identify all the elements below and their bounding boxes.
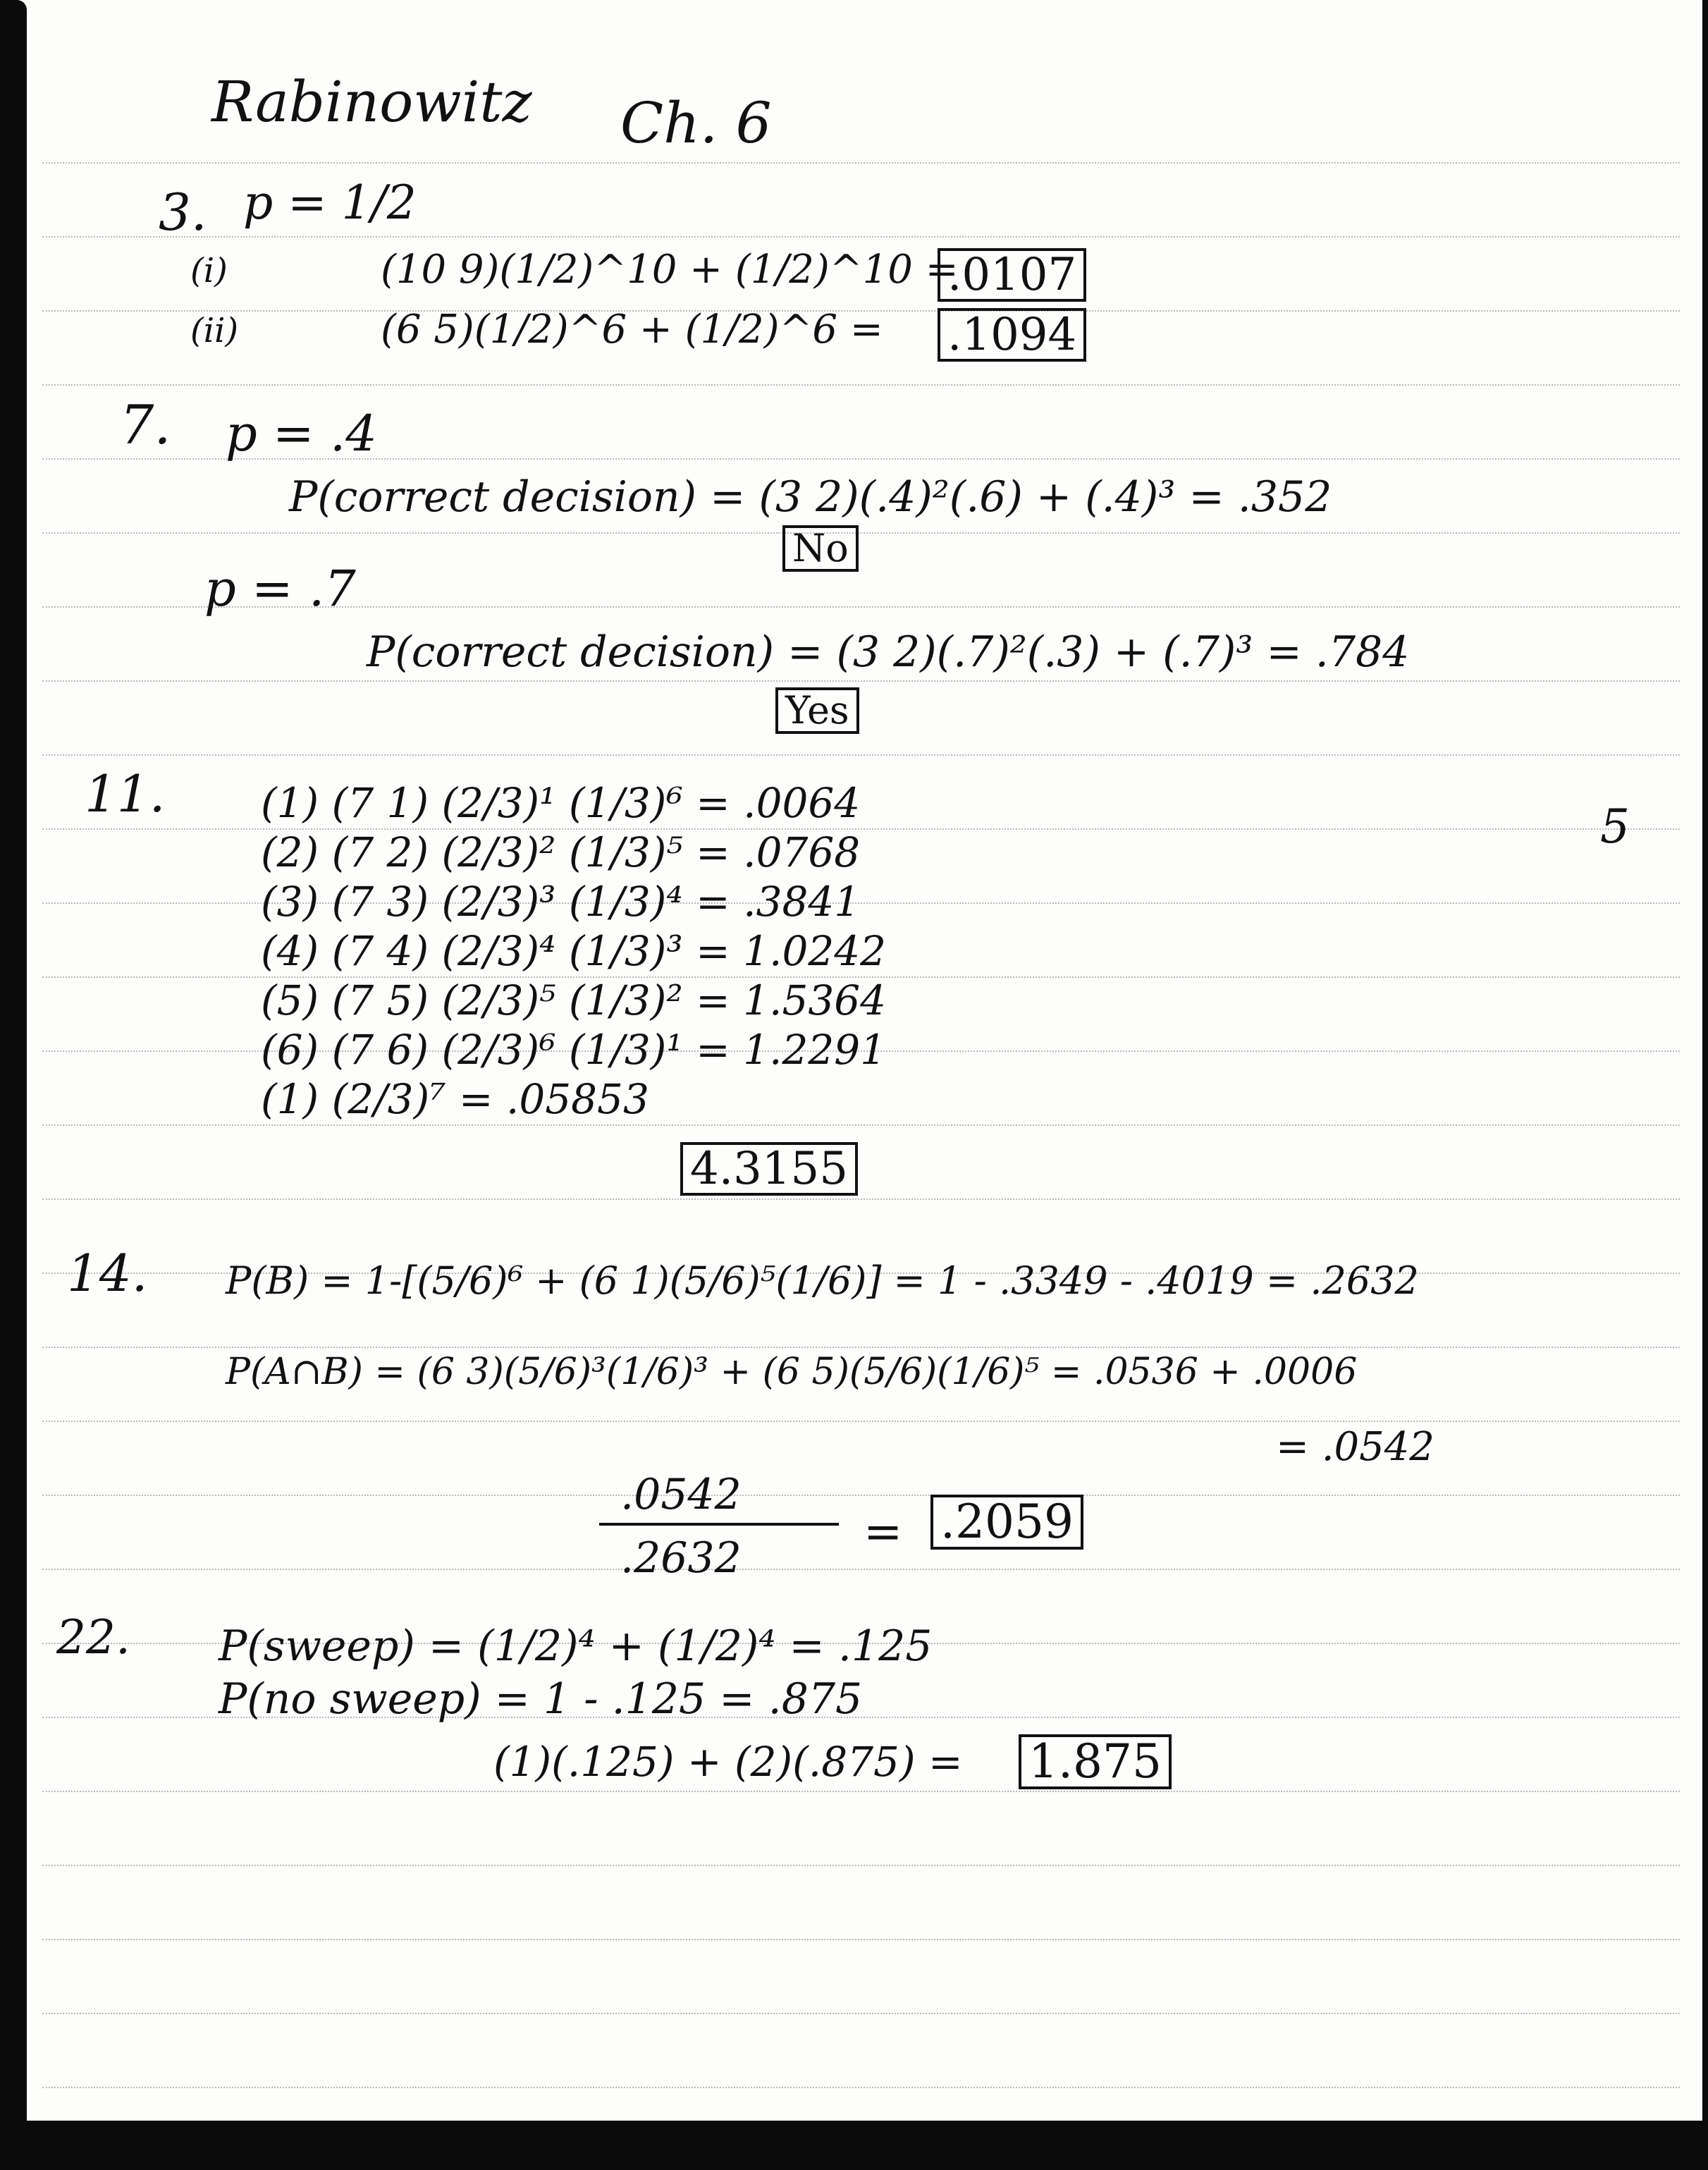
problem-7-p-definition-1: p = .4 — [226, 405, 377, 462]
problem-11-row: (3) (7 3) (2/3)³ (1/3)⁴ = .3841 — [261, 878, 861, 926]
problem-14-line-1: P(B) = 1-[(5/6)⁶ + (6 1)(5/6)⁵(1/6)] = 1 - .3349 - .4019 = .2632 — [226, 1258, 1419, 1303]
ruled-line — [42, 1569, 1680, 1570]
problem-11-row: (6) (7 6) (2/3)⁶ (1/3)¹ = 1.2291 — [261, 1026, 887, 1074]
problem-3-part-i-label: (i) — [190, 251, 228, 290]
ruled-line — [42, 680, 1680, 682]
ruled-line — [42, 532, 1680, 534]
problem-3-part-ii-label: (ii) — [190, 311, 239, 350]
ruled-line — [42, 384, 1680, 386]
problem-7-number: 7. — [120, 393, 171, 456]
problem-14-denominator: .2632 — [620, 1533, 742, 1583]
problem-14-numerator: .0542 — [620, 1470, 742, 1519]
problem-14-equals: = — [864, 1504, 903, 1559]
ruled-line — [42, 1421, 1680, 1422]
problem-11-row: (2) (7 2) (2/3)² (1/3)⁵ = .0768 — [261, 828, 861, 876]
binding-edge — [0, 0, 27, 2170]
problem-3-part-ii-expression: (6 5)(1/2)^6 + (1/2)^6 = — [381, 307, 883, 353]
ruled-line — [42, 1347, 1680, 1348]
margin-mark: 5 — [1600, 799, 1630, 854]
ruled-line — [42, 1791, 1680, 1792]
problem-3-number: 3. — [159, 183, 207, 242]
problem-11-total: 4.3155 — [680, 1142, 858, 1196]
problem-7-verdict-2: Yes — [775, 687, 859, 734]
ruled-line — [42, 162, 1680, 164]
ruled-line — [42, 1124, 1680, 1126]
scan-right-edge — [1702, 0, 1708, 2170]
problem-3-part-i-expression: (10 9)(1/2)^10 + (1/2)^10 = — [381, 247, 959, 293]
problem-7-p-definition-2: p = .7 — [204, 560, 356, 618]
problem-11-row: (5) (7 5) (2/3)⁵ (1/3)² = 1.5364 — [261, 976, 887, 1024]
problem-14-number: 14. — [67, 1244, 148, 1303]
problem-11-number: 11. — [85, 764, 166, 823]
problem-3-part-ii-answer: .1094 — [938, 308, 1086, 362]
chapter-label: Ch. 6 — [620, 90, 772, 156]
ruled-line — [42, 1199, 1680, 1200]
problem-11-row: (1) (7 1) (2/3)¹ (1/3)⁶ = .0064 — [261, 779, 861, 827]
ruled-line — [42, 2087, 1680, 2088]
problem-7-line-2: P(correct decision) = (3 2)(.7)²(.3) + (.7)³ = .784 — [367, 627, 1410, 677]
ruled-line — [42, 1939, 1680, 1940]
problem-14-line-3: = .0542 — [1276, 1424, 1435, 1470]
problem-22-line-2: P(no sweep) = 1 - .125 = .875 — [219, 1674, 863, 1724]
problem-7-line-1: P(correct decision) = (3 2)(.4)²(.6) + (.4)³ = .352 — [289, 472, 1332, 522]
ruled-line — [42, 2013, 1680, 2014]
problem-3-part-i-answer: .0107 — [938, 248, 1086, 302]
ruled-line — [42, 1865, 1680, 1866]
problem-3-p-definition: p = 1/2 — [243, 176, 417, 230]
scan-bottom-edge — [0, 2121, 1708, 2170]
problem-22-line-3: (1)(.125) + (2)(.875) = — [493, 1738, 963, 1786]
problem-11-row: (1) (2/3)⁷ = .05853 — [261, 1075, 649, 1123]
problem-14-answer: .2059 — [930, 1495, 1083, 1550]
problem-22-line-1: P(sweep) = (1/2)⁴ + (1/2)⁴ = .125 — [219, 1622, 933, 1671]
ruled-line — [42, 236, 1680, 238]
problem-22-answer: 1.875 — [1019, 1734, 1172, 1789]
problem-11-row: (4) (7 4) (2/3)⁴ (1/3)³ = 1.0242 — [261, 927, 887, 975]
ruled-line — [42, 1495, 1680, 1496]
ruled-line — [42, 754, 1680, 756]
problem-22-number: 22. — [56, 1610, 130, 1665]
problem-7-verdict-1: No — [782, 525, 859, 572]
fraction-bar — [599, 1523, 839, 1526]
student-name: Rabinowitz — [211, 69, 532, 135]
problem-14-line-2: P(A∩B) = (6 3)(5/6)³(1/6)³ + (6 5)(5/6)(1/6)⁵ = .0536 + .0006 — [226, 1351, 1358, 1393]
